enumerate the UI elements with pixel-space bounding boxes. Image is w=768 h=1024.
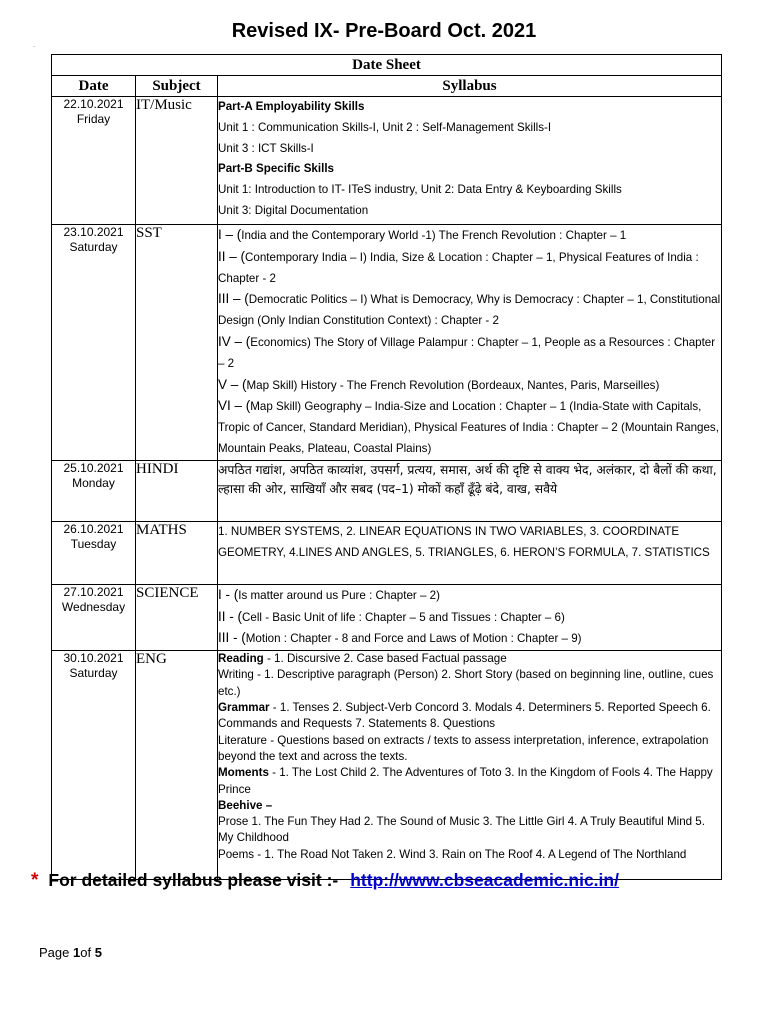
- syllabus-para: Reading - 1. Discursive 2. Case based Factual passage: [218, 652, 507, 666]
- exam-date: 26.10.2021: [63, 521, 124, 536]
- header-date: Date: [52, 76, 136, 97]
- exam-day: Wednesday: [61, 599, 126, 614]
- syllabus-cell: 1. NUMBER SYSTEMS, 2. LINEAR EQUATIONS IN TWO VARIABLES, 3. COORDINATE GEOMETRY, 4.LINES AND ANGLES, 5. TRIANGLES, 6. HERON’S FORMULA, 7. STATISTICS: [218, 521, 722, 584]
- subject-cell: IT/Music: [136, 97, 218, 225]
- date-sheet-table: [51, 54, 722, 880]
- subject-cell: ENG: [136, 651, 218, 880]
- document-title: Revised IX- Pre-Board Oct. 2021: [231, 20, 537, 42]
- syllabus-para: Beehive –: [218, 798, 273, 812]
- syllabus-line: Unit 3 : ICT Skills-I: [218, 141, 314, 155]
- table-caption: Date Sheet: [52, 55, 722, 76]
- subject-cell: SST: [136, 225, 218, 461]
- syllabus-item: III - (Motion : Chapter - 8 and Force and Laws of Motion : Chapter – 9): [218, 630, 582, 646]
- syllabus-cell: अपठित गद्यांश, अपठित काव्यांश, उपसर्ग, प्रत्यय, समास, अर्थ की दृष्टि से वाक्य भेद, अलंकार, दो बैलों की कथा, ल्हासा की ओर, साखियाँ और सबद (पद–1) मोकों कहाँ ढूँढ़े बंदे, वाख, सवैये: [218, 460, 722, 521]
- page-indicator: Page 1of 5: [39, 945, 102, 960]
- date-cell: [52, 651, 136, 880]
- header-subject: Subject: [136, 76, 218, 97]
- subject-cell: SCIENCE: [136, 584, 218, 650]
- asterisk: *: [31, 870, 39, 891]
- exam-date: 22.10.2021: [63, 97, 124, 111]
- exam-date: 27.10.2021: [63, 584, 124, 599]
- syllabus-para: Literature - Questions based on extracts / texts to assess interpretation, inference, extrapolation beyond the text and across the texts.: [218, 733, 709, 763]
- date-cell: [52, 460, 136, 521]
- syllabus-para: Poems - 1. The Road Not Taken 2. Wind 3. Rain on The Roof 4. A Legend of The Northland: [218, 847, 687, 861]
- syllabus-cell: [218, 584, 722, 650]
- syllabus-item: IV – (Economics) The Story of Village Palampur : Chapter – 1, People as a Resources : Chapter – 2: [218, 333, 716, 370]
- header-row: [52, 76, 722, 97]
- syllabus-note: [31, 870, 619, 892]
- syllabus-cell: [218, 97, 722, 225]
- syllabus-cell: [218, 651, 722, 880]
- stray-dot: ·: [33, 44, 35, 50]
- syllabus-item: III – (Democratic Politics – I) What is Democracy, Why is Democracy : Chapter – 1, Constitutional Design (Only Indian Constitution Context) : Chapter - 2: [218, 291, 721, 328]
- syllabus-item: I - (Is matter around us Pure : Chapter – 2): [218, 586, 440, 602]
- exam-day: Friday: [76, 112, 111, 126]
- exam-day: Saturday: [69, 666, 118, 681]
- syllabus-item: V – (Map Skill) History - The French Revolution (Bordeaux, Nantes, Paris, Marseilles): [218, 376, 660, 392]
- note-text: For detailed syllabus please visit :-: [48, 870, 339, 890]
- cbse-link[interactable]: http://www.cbseacademic.nic.in/: [350, 870, 619, 890]
- exam-day: Saturday: [69, 240, 118, 254]
- syllabus-cell: [218, 225, 722, 461]
- table-row: [52, 460, 722, 521]
- table-row: [52, 521, 722, 584]
- table-row: [52, 584, 722, 650]
- subject-cell: HINDI: [136, 460, 218, 521]
- date-cell: [52, 225, 136, 461]
- section-heading: Part-A Employability Skills: [218, 100, 365, 113]
- exam-day: Monday: [72, 475, 115, 490]
- exam-day: Tuesday: [70, 536, 117, 551]
- date-cell: [52, 521, 136, 584]
- table-row: [52, 97, 722, 225]
- syllabus-para: Moments - 1. The Lost Child 2. The Adventures of Toto 3. In the Kingdom of Fools 4. The Happy Prince: [218, 766, 713, 796]
- table-row: [52, 651, 722, 880]
- table-row: [52, 225, 722, 461]
- syllabus-item: II – (Contemporary India – I) India, Size & Location : Chapter – 1, Physical Features of India : Chapter - 2: [218, 248, 699, 285]
- syllabus-line: Unit 1: Introduction to IT- ITeS industry, Unit 2: Data Entry & Keyboarding Skills: [218, 183, 622, 197]
- exam-date: 30.10.2021: [63, 651, 124, 666]
- syllabus-line: Unit 3: Digital Documentation: [218, 203, 369, 217]
- syllabus-line: Unit 1 : Communication Skills-I, Unit 2 : Self-Management Skills-I: [218, 120, 552, 134]
- syllabus-para: Writing - 1. Descriptive paragraph (Person) 2. Short Story (based on beginning line, outline, cues etc.): [218, 668, 714, 698]
- exam-date: 25.10.2021: [63, 460, 124, 475]
- header-syllabus: Syllabus: [218, 76, 722, 97]
- syllabus-item: II - (Cell - Basic Unit of life : Chapter – 5 and Tissues : Chapter – 6): [218, 608, 565, 624]
- syllabus-para: Grammar - 1. Tenses 2. Subject-Verb Concord 3. Modals 4. Determiners 5. Reported Speech 6. Commands and Requests 7. Statements 8. Questions: [218, 701, 711, 731]
- date-cell: [52, 584, 136, 650]
- date-cell: [52, 97, 136, 225]
- subject-cell: MATHS: [136, 521, 218, 584]
- syllabus-para: Prose 1. The Fun They Had 2. The Sound of Music 3. The Little Girl 4. A Truly Beautiful Mind 5. My Childhood: [218, 815, 705, 845]
- section-heading: Part-B Specific Skills: [218, 162, 334, 176]
- syllabus-item: I – (India and the Contemporary World -1) The French Revolution : Chapter – 1: [218, 227, 627, 242]
- exam-date: 23.10.2021: [63, 225, 124, 239]
- syllabus-item: VI – (Map Skill) Geography – India-Size and Location : Chapter – 1 (India-State with Capitals, Tropic of Cancer, Standard Meridian), Physical Features of India : Chapter – 2 (Mountain Ranges, Mountain Peaks, Plateau, Coastal Plains): [218, 398, 719, 455]
